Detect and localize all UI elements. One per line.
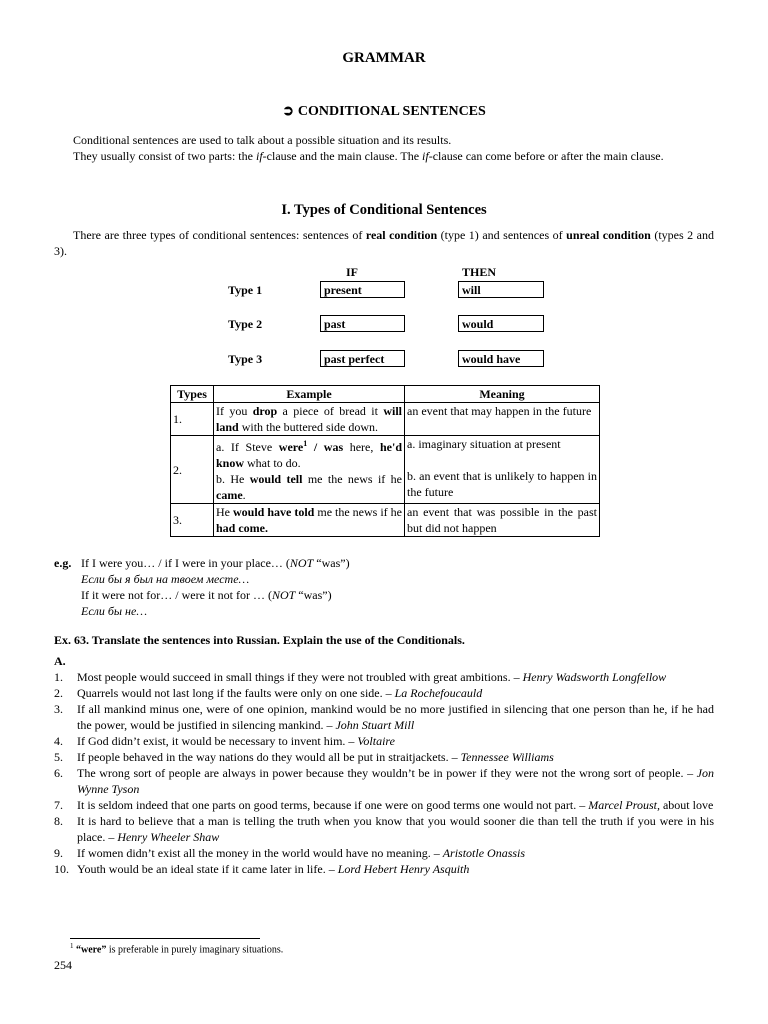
scheme-then-header: THEN xyxy=(462,265,497,279)
list-item: 4. If God didn’t exist, it would be necessary to invent him. – Voltaire xyxy=(54,734,395,748)
list-item: 2. Quarrels would not last long if the faults were only on one side. – La Rochefoucauld xyxy=(54,686,483,700)
table-row xyxy=(171,403,600,436)
list-item: 8. It is hard to believe that a man is telling the truth when you know that you would sooner die than tell the truth if you were in his place. – Henry Wheeler Shaw xyxy=(54,814,714,844)
intro-paragraph-1: Conditional sentences are used to talk about a possible situation and its results. xyxy=(73,133,452,147)
footnote: $^1$ “were” is preferable in purely imaginary situations. xyxy=(70,942,284,956)
column-header: Meaning xyxy=(405,386,600,403)
scheme-if-header: IF xyxy=(346,265,358,279)
intro-paragraph-2: They usually consist of two parts: the if-clause and the main clause. The if-clause can come before or after the main clause. xyxy=(73,149,664,163)
meaning-cell: an event that may happen in the future xyxy=(405,403,600,436)
page-number: 254 xyxy=(54,958,72,972)
list-item: 6. The wrong sort of people are always in power because they wouldn’t be in power if they were not the wrong sort of people. – Jon Wynne Tyson xyxy=(54,766,714,796)
meaning-cell: a. imaginary situation at present b. an event that is unlikely to happen in the future xyxy=(405,436,600,504)
page-title: GRAMMAR xyxy=(342,50,426,66)
scheme-then-box: will xyxy=(458,281,544,298)
table-row xyxy=(171,436,600,504)
list-item: 10. Youth would be an ideal state if it came later in life. – Lord Hebert Henry Asquith xyxy=(54,862,470,876)
table-header-row xyxy=(171,386,600,403)
list-item: 3. If all mankind minus one, were of one opinion, mankind would be no more justified in silencing that one person than he, if he had the power, would be justified in silencing mankind. – John Stuart Mill xyxy=(54,702,714,732)
meaning-cell: an event that was possible in the past but did not happen xyxy=(405,504,600,537)
table-row xyxy=(171,504,600,537)
examples-block: e.g. If I were you… / if I were in your place… (NOT “was”) Если бы я был на твоем месте… If it were not for… / were it not for … (NOT “was”) Если бы не… xyxy=(54,556,350,618)
example-cell: If you drop a piece of bread it will land with the buttered side down. xyxy=(214,403,405,436)
example-cell: He would have told me the news if he had come. xyxy=(214,504,405,537)
eg-label: e.g. xyxy=(54,556,72,570)
footnote-divider xyxy=(70,938,260,939)
column-header: Types xyxy=(171,386,214,403)
types-intro: There are three types of conditional sentences: sentences of real condition (type 1) and sentences of unreal condition (types 2 and 3). xyxy=(54,228,715,258)
types-heading: I. Types of Conditional Sentences xyxy=(281,202,487,218)
list-item: 5. If people behaved in the way nations do they would all be put in straitjackets. – Tennessee Williams xyxy=(54,750,554,764)
exercise-heading: Ex. 63. Translate the sentences into Russian. Explain the use of the Conditionals. xyxy=(54,633,465,647)
type-cell: 3. xyxy=(171,504,214,537)
scheme-if-box: past perfect xyxy=(320,350,405,367)
section-title-text: CONDITIONAL SENTENCES xyxy=(297,104,486,119)
type-cell: 1. xyxy=(171,403,214,436)
list-item: 9. If women didn’t exist all the money in the world would have no meaning. – Aristotle Onassis xyxy=(54,846,526,860)
list-item: 7. It is seldom indeed that one parts on good terms, because if one were on good terms one would not part. – Marcel Proust, about love xyxy=(54,798,714,812)
scheme-then-box: would xyxy=(458,315,544,332)
exercise-section-label: A. xyxy=(54,654,66,668)
section-title xyxy=(0,103,768,120)
scheme-type-label: Type 3 xyxy=(228,352,263,366)
conditionals-table xyxy=(170,385,600,537)
scheme-then-box: would have xyxy=(458,350,544,367)
column-header: Example xyxy=(214,386,405,403)
sentence-list xyxy=(54,669,714,877)
scheme-type-label: Type 2 xyxy=(228,317,263,331)
arrow-icon: ➲ xyxy=(282,104,294,119)
example-cell: a. If Steve were$^1$ / was here, he'd know what to do. b. He would tell me the news if he came. xyxy=(214,436,405,504)
scheme-type-label: Type 1 xyxy=(228,283,263,297)
list-item: 1. Most people would succeed in small things if they were not troubled with great ambitions. – Henry Wadsworth Longfellow xyxy=(54,670,667,684)
scheme-if-box: past xyxy=(320,315,405,332)
scheme-if-box: present xyxy=(320,281,405,298)
type-cell: 2. xyxy=(171,436,214,504)
